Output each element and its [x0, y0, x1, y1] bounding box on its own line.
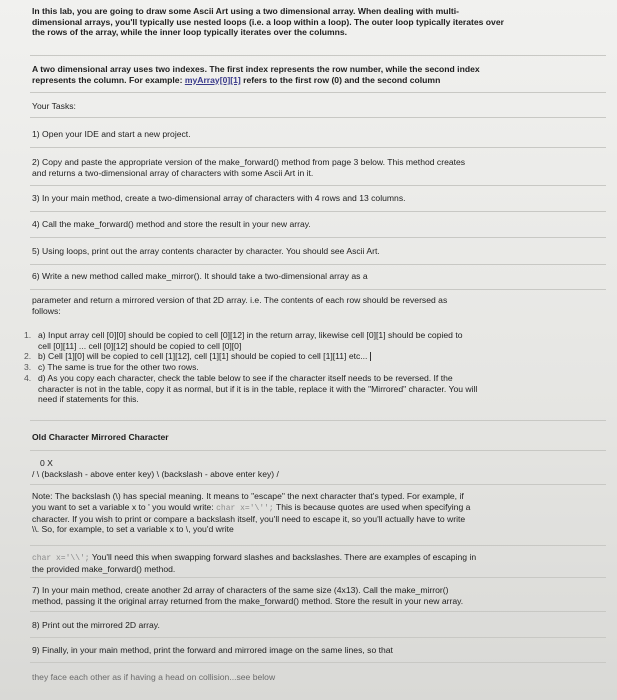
divider: [30, 577, 606, 578]
note-paragraph: Note: The backslash (\) has special meaning. It means to "escape" the next character that's typed. For example, if you want to set a variable x to ' you would write: char x='\''; This is because quotes are used when specifying a character. If you wish to print or compare a backslash itself, you'll need to escape it, so you'll actually have to write \\. So, for example, to set a variable x to \, you'd write: [32, 491, 471, 535]
divider: [30, 611, 606, 612]
table-row: / \ (backslash - above enter key) \ (backslash - above enter key) /: [32, 468, 279, 479]
divider: [30, 117, 606, 118]
two-dim-line-2: represents the column. For example: myArray[0][1] refers to the first row (0) and the second column: [32, 74, 441, 85]
divider: [30, 420, 606, 421]
task-2: 2) Copy and paste the appropriate version of the make_forward() method from page 3 below. This method creates and returns a two-dimensional array of characters with some Ascii Art in it.: [32, 157, 466, 178]
intro-paragraph: [32, 6, 602, 38]
text-cursor: [370, 352, 371, 361]
task-1: 1) Open your IDE and start a new project.: [32, 129, 191, 139]
task-8: 8) Print out the mirrored 2D array.: [32, 620, 160, 630]
code-snippet: char x='\\';: [32, 554, 90, 563]
table-rows: [32, 458, 602, 479]
code-snippet: char x='\'';: [216, 503, 274, 513]
divider: [30, 662, 606, 663]
task-5: 5) Using loops, print out the array contents character by character. You should see Ascii Art.: [32, 246, 380, 256]
divider: [30, 484, 606, 485]
divider: [30, 545, 606, 546]
task-9: 9) Finally, in your main method, print the forward and mirrored image on the same lines, so that: [32, 645, 393, 655]
task-6-continued: parameter and return a mirrored version of that 2D array. i.e. The contents of each row should be reversed as follows:: [32, 295, 448, 316]
divider: [30, 185, 606, 186]
divider: [30, 92, 606, 93]
two-dim-paragraph: [32, 64, 602, 85]
two-dim-line-1: A two dimensional array uses two indexes. The first index represents the row number, while the second index: [32, 64, 480, 74]
divider: [30, 211, 606, 212]
table-row: 0 X: [40, 458, 53, 468]
divider: [30, 450, 606, 451]
table-header: Old Character Mirrored Character: [32, 432, 169, 442]
divider: [30, 289, 606, 290]
task-7: 7) In your main method, create another 2d array of characters of the same size (4x13). Call the make_mirror() method, passing it the original array returned from the make_forward() method. Store the result in your new array.: [32, 585, 464, 606]
intro-line-2: dimensional arrays, you'll typically use nested loops (i.e. a loop within a loop). The outer loop typically iterates over: [32, 16, 504, 27]
array-example-link[interactable]: myArray[0][1]: [184, 74, 241, 85]
task-9-continued: they face each other as if having a head on collision...see below: [32, 672, 276, 682]
divider: [30, 147, 606, 148]
task-3: 3) In your main method, create a two-dimensional array of characters with 4 rows and 13 columns.: [32, 193, 406, 203]
divider: [30, 55, 606, 56]
intro-line-3: the rows of the array, while the inner loop typically iterates over the columns.: [32, 27, 348, 38]
escape-paragraph: char x='\\'; You'll need this when swapping forward slashes and backslashes. There are examples of escaping in the provided make_forward() method.: [32, 552, 477, 574]
divider: [30, 264, 606, 265]
document-page: In this lab, you are going to draw some Ascii Art using a two dimensional array. When dealing with multi- dimensional arrays, you'll typically use nested loops (i.e. a loop within a loop). The outer loop typically iterates over the rows of the array, while the inner loop typically iterates over the columns. A two dimensional array uses two indexes. The first index represents the row number, while the second index represents the column. For example: myArray[0][1] refers to the first row (0) and the second column Your Tasks: 1) Open your IDE and start a new project. 2) Copy and paste the appropriate version of the make_forward() method from page 3 below. This method creates and returns a two-dimensional array of characters with some Ascii Art in it. 3) In your main method, create a two-dimensional array of characters with 4 rows and 13 columns. 4) Call the make_forward() method and store the result in your new array. 5) Using loops, print out the array contents character by character. You should see Ascii Art. 6) Write a new method called make_mirror(). It should take a two-dimensional array as a parameter and return a mirrored version of that 2D array. i.e. The contents of each row should be reversed as follows: 1. a) Input array cell [0][0] should be copied to cell [0][12] in the return array, likewise cell [0][1] should be copied to cell [0][11] ... cell [0][12] should be copied to cell [0][0] 2. b) Cell [1][0] will be copied to cell [1][12], cell [1][1] should be copied to cell [1][11] etc... 3. c) The same is true for the other two rows. 4. d) As you copy each character, check the table below to see if the character itself needs to be reversed. If the character is not in the table, copy it as normal, but if it is in the table, replace it with the "Mirrored" character. You will need if statements for this. Old Character Mirrored Character 0 X / \ (backslash - above enter key) \ (backslash - above enter key) / Note: The backslash (\) has special meaning. It means to "escape" the next character that's typed. For example, if you want to set a variable x to ' you would write: char x='\''; This is because quotes are used when specifying a character. If you wish to print or compare a backslash itself, you'll need to escape it, so you'll actually have to write \\. So, for example, to set a variable x to \, you'd write char x='\\'; You'll need this when swapping forward slashes and backslashes. There are examples of escaping in the provided make_forward() method. 7) In your main method, create another 2d array of characters of the same size (4x13). Call the make_mirror() method, passing it the original array returned from the make_forward() method. Store the result in your new array. 8) Print out the mirrored 2D array. 9) Finally, in your main method, print the forward and mirrored image on the same lines, so that they face each other as if having a head on collision...see below: [0, 0, 617, 700]
divider: [30, 637, 606, 638]
intro-line-1: In this lab, you are going to draw some Ascii Art using a two dimensional array. When dealing with multi-: [32, 6, 460, 16]
task-4: 4) Call the make_forward() method and store the result in your new array.: [32, 219, 311, 229]
task-6: 6) Write a new method called make_mirror(). It should take a two-dimensional array as a: [32, 271, 368, 281]
divider: [30, 237, 606, 238]
tasks-title: Your Tasks:: [32, 101, 76, 111]
